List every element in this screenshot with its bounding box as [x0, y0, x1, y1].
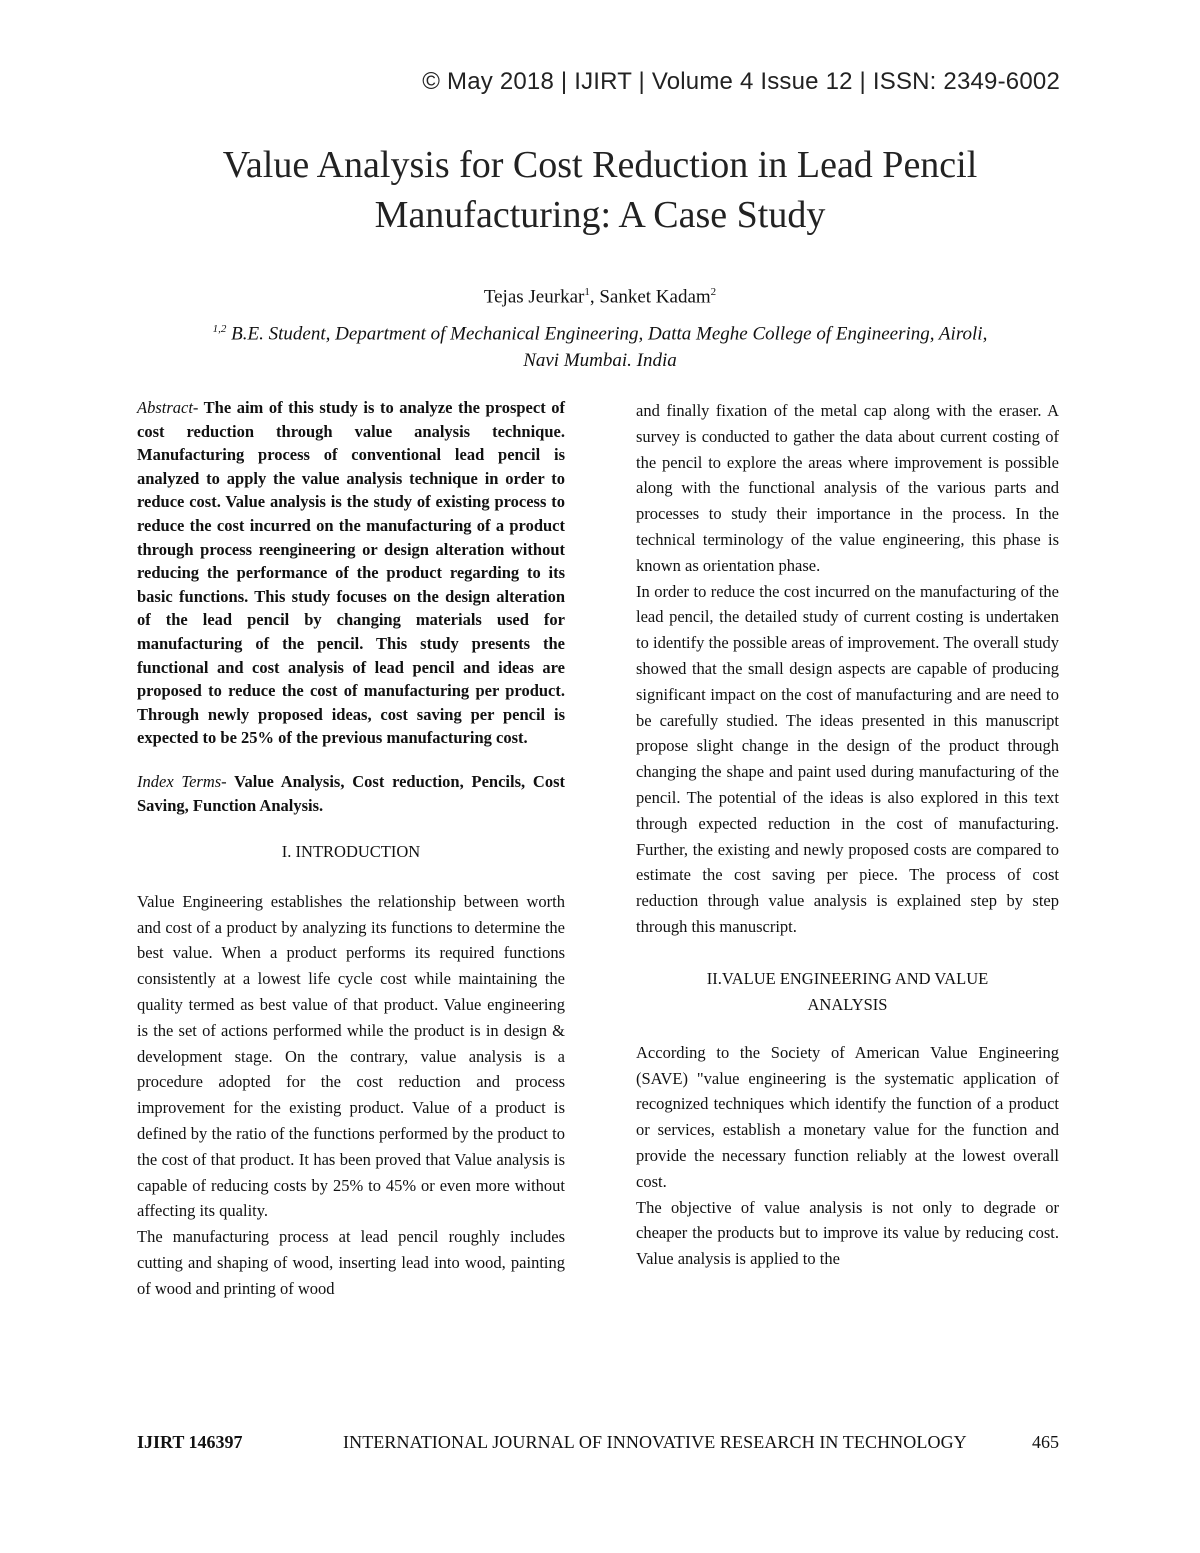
author-1: Tejas Jeurkar	[483, 286, 585, 308]
ve-heading-line-2: ANALYSIS	[807, 994, 888, 1014]
right-column	[636, 398, 1059, 1272]
abstract-label: Abstract-	[137, 398, 199, 417]
paper-title	[0, 140, 1200, 240]
journal-header: © May 2018 | IJIRT | Volume 4 Issue 12 | ISSN: 2349-6002	[422, 68, 1060, 95]
authors	[0, 286, 1200, 308]
author-separator: ,	[589, 286, 600, 308]
affiliation-sup: 1,2	[212, 323, 227, 335]
author-2: Sanket Kadam	[599, 286, 711, 308]
index-terms-label: Index Terms-	[137, 771, 227, 791]
affiliation-line-2: Navi Mumbai. India	[523, 350, 677, 372]
affiliation-line-1: B.E. Student, Department of Mechanical Engineering, Datta Meghe College of Engineering, Airoli,	[226, 323, 988, 345]
footer-page-number: 465	[1032, 1432, 1059, 1452]
intro-paragraph-1: Value Engineering establishes the relationship between worth and cost of a product by analyzing its functions to determine the best value. When a product performs its required functions consistently at a lowest life cycle cost while maintaining the quality termed as best value of that product. Value engineering is the set of actions performed while the product is in design & development stage. On the contrary, value analysis is a procedure adopted for the cost reduction and process improvement for the existing product. Value of a product is defined by the ratio of the functions performed by the product to the cost of that product. It has been proved that Value analysis is capable of reducing costs by 25% to 45% or even more without affecting its quality.	[137, 891, 565, 1221]
title-line-2: Manufacturing: A Case Study	[374, 194, 826, 236]
abstract	[137, 396, 565, 750]
title-line-1: Value Analysis for Cost Reduction in Lead Pencil	[222, 144, 978, 186]
affiliation	[140, 316, 1060, 374]
author-2-sup: 2	[710, 286, 717, 298]
ve-heading-line-1: II.VALUE ENGINEERING AND VALUE	[706, 968, 989, 988]
index-terms-text: Value Analysis, Cost reduction, Pencils, Cost Saving, Function Analysis.	[137, 771, 565, 815]
author-1-sup: 1	[584, 286, 590, 298]
ve-paragraph-1: According to the Society of American Value Engineering (SAVE) "value engineering is the systematic application of recognized techniques which identify the function of a product or services, establish a monetary value for the function and provide the necessary function reliably at the lowest overall cost.	[636, 1042, 1059, 1191]
section-heading-introduction: I. INTRODUCTION	[281, 842, 421, 862]
left-column	[137, 396, 565, 1302]
section-heading-value-engineering	[636, 966, 1059, 1018]
abstract-text: The aim of this study is to analyze the prospect of cost reduction through value analysis technique. Manufacturing process of conventional lead pencil is analyzed to apply the value analysis technique in order to reduce cost. Value analysis is the study of existing process to reduce the cost incurred on the manufacturing of a product through process reengineering or design alteration without reducing the performance of the product regarding to its basic functions. This study focuses on the design alteration of the lead pencil by changing materials used for manufacturing of the pencil. This study presents the functional and cost analysis of lead pencil and ideas are proposed to reduce the cost of manufacturing per product. Through newly proposed ideas, cost saving per pencil is expected to be 25% of the previous manufacturing cost.	[137, 398, 565, 748]
right-paragraph-2: In order to reduce the cost incurred on the manufacturing of the lead pencil, the detailed study of current costing is undertaken to identify the possible areas of improvement. The overall study showed that the small design aspects are capable of producing significant impact on the cost of manufacturing and are need to be carefully studied. The ideas presented in this manuscript propose slight change in the design of the product through changing the shape and paint used during manufacturing of the pencil. The potential of the ideas is also explored in this text through expected reduction in the cost of manufacturing. Further, the existing and newly proposed costs are compared to estimate the cost saving per piece. The process of cost reduction through value analysis is explained step by step through this manuscript.	[636, 581, 1059, 936]
ve-paragraph-2: The objective of value analysis is not only to degrade or cheaper the products but to improve its value by reducing cost. Value analysis is applied to the	[636, 1197, 1059, 1269]
intro-paragraph-2: The manufacturing process at lead pencil roughly includes cutting and shaping of wood, inserting lead into wood, painting of wood and printing of wood	[137, 1227, 565, 1298]
right-paragraph-1: and finally fixation of the metal cap along with the eraser. A survey is conducted to gather the data about current costing of the pencil to explore the areas where improvement is possible along with the functional analysis of the various parts and processes to study their importance in the process. In the technical terminology of the value engineering, this phase is known as orientation phase.	[636, 401, 1059, 575]
footer-paper-id: IJIRT 146397	[137, 1432, 243, 1452]
footer-journal-name: INTERNATIONAL JOURNAL OF INNOVATIVE RESEARCH IN TECHNOLOGY	[343, 1432, 967, 1452]
index-terms	[137, 770, 565, 817]
